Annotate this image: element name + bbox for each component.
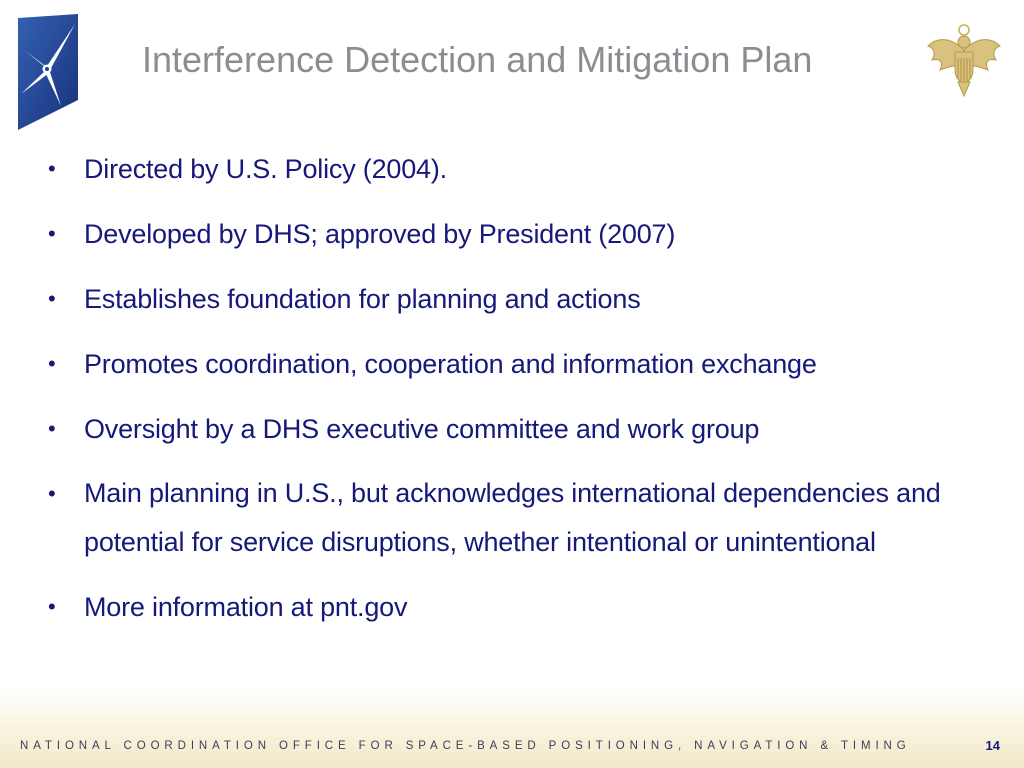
- slide-title: Interference Detection and Mitigation Plan: [142, 39, 813, 80]
- bullet-text: Directed by U.S. Policy (2004).: [84, 154, 447, 184]
- bullet-list: [46, 144, 1021, 647]
- page-number: 14: [985, 738, 1000, 753]
- bullet-item-oversight: [46, 404, 1021, 454]
- pnt-star-logo-icon: [15, 14, 81, 130]
- bullet-symbol: •: [48, 156, 56, 181]
- footer-band: [0, 688, 1024, 768]
- bullet-text: Oversight by a DHS executive committee and work group: [84, 414, 760, 444]
- bullet-item-main-planning: [46, 469, 1021, 567]
- bullet-symbol: •: [48, 286, 56, 311]
- bullet-symbol: •: [48, 351, 56, 376]
- bullet-symbol: •: [48, 416, 56, 441]
- bullet-item-policy: [46, 144, 1021, 194]
- footer-organization: NATIONAL COORDINATION OFFICE FOR SPACE-BASED POSITIONING, NAVIGATION & TIMING: [20, 740, 911, 752]
- bullet-text: More information at pnt.gov: [84, 592, 408, 622]
- bullet-text: Promotes coordination, cooperation and information exchange: [84, 349, 817, 379]
- bullet-item-more-info: [46, 582, 1021, 632]
- bullet-symbol: •: [48, 481, 56, 506]
- bullet-text: Establishes foundation for planning and actions: [84, 284, 641, 314]
- bullet-text: Developed by DHS; approved by President (2007): [84, 219, 676, 249]
- bullet-item-coordination: [46, 339, 1021, 389]
- bullet-item-foundation: [46, 274, 1021, 324]
- bullet-item-developed: [46, 209, 1021, 259]
- bullet-symbol: •: [48, 221, 56, 246]
- bullet-symbol: •: [48, 594, 56, 619]
- us-eagle-seal-icon: [924, 20, 1004, 100]
- bullet-text: Main planning in U.S., but acknowledges international dependencies and potential for service disruptions, whether intentional or unintentional: [84, 478, 941, 557]
